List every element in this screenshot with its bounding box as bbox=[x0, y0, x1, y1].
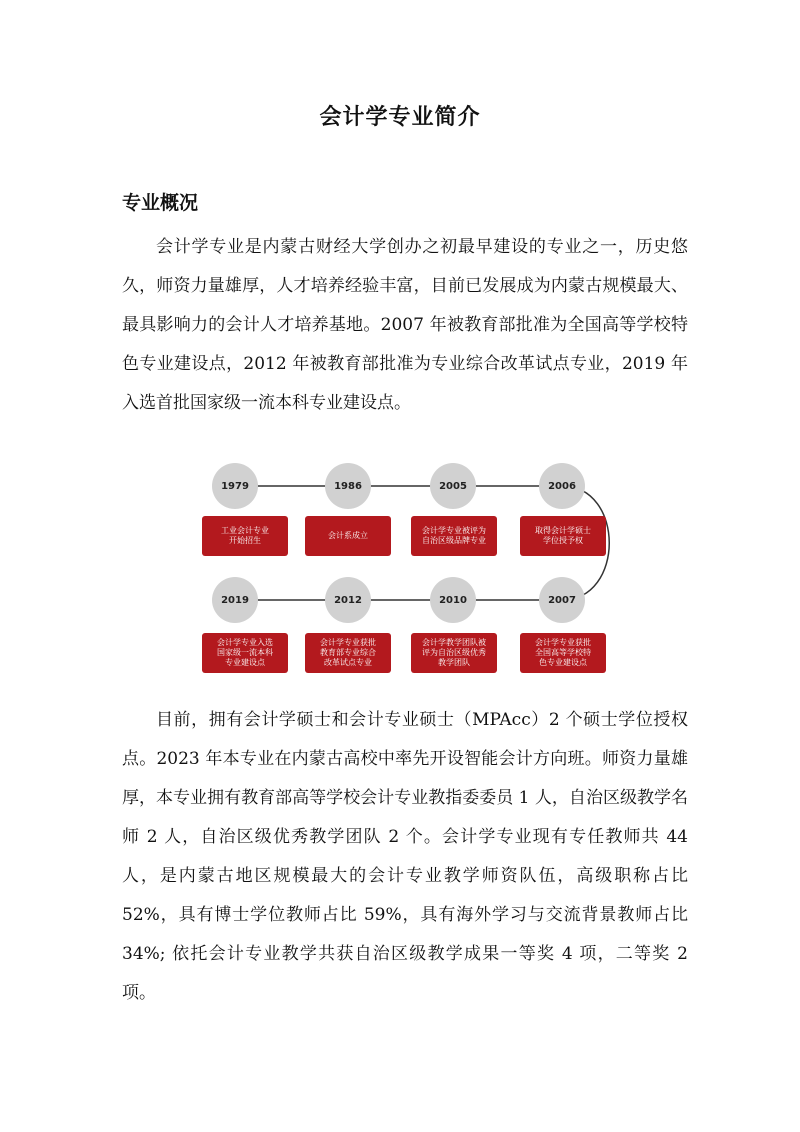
timeline-node-1979: 1979 bbox=[212, 463, 258, 509]
timeline-event-2005: 会计学专业被评为 自治区级品牌专业 bbox=[411, 516, 497, 556]
timeline-event-1986: 会计系成立 bbox=[305, 516, 391, 556]
timeline-event-2006: 取得会计学硕士 学位授予权 bbox=[520, 516, 606, 556]
section-heading: 专业概况 bbox=[122, 192, 199, 214]
timeline-event-2012: 会计学专业获批 教育部专业综合 改革试点专业 bbox=[305, 633, 391, 673]
timeline-node-2019: 2019 bbox=[212, 577, 258, 623]
timeline-event-2007: 会计学专业获批 全国高等学校特 色专业建设点 bbox=[520, 633, 606, 673]
current-paragraph: 目前，拥有会计学硕士和会计专业硕士（MPAcc）2 个硕士学位授权点。2023 年本专业在内蒙古高校中率先开设智能会计方向班。师资力量雄厚，本专业拥有教育部高等学校会计专业教指委委员 1 人，自治区级教学名师 2 人，自治区级优秀教学团队 2 个。会计学专业现有专任教师共 44 人，是内蒙古地区规模最大的会计专业教学师资队伍，高级职称占比 52%，具有博士学位教师占比 59%，具有海外学习与交流背景教师占比 34%; 依托会计专业教学共获自治区级教学成果一等奖 4 项，二等奖 2 项。 bbox=[122, 710, 688, 1003]
timeline-event-2019: 会计学专业入选 国家级一流本科 专业建设点 bbox=[202, 633, 288, 673]
intro-paragraph: 会计学专业是内蒙古财经大学创办之初最早建设的专业之一，历史悠久，师资力量雄厚，人才培养经验丰富，目前已发展成为内蒙古规模最大、最具影响力的会计人才培养基地。2007 年被教育部批准为全国高等学校特色专业建设点，2012 年被教育部批准为专业综合改革试点专业，2019 年入选首批国家级一流本科专业建设点。 bbox=[122, 237, 688, 413]
timeline-node-2012: 2012 bbox=[325, 577, 371, 623]
timeline-node-2006: 2006 bbox=[539, 463, 585, 509]
timeline-node-2007: 2007 bbox=[539, 577, 585, 623]
timeline-node-2010: 2010 bbox=[430, 577, 476, 623]
timeline-node-2005: 2005 bbox=[430, 463, 476, 509]
page-title: 会计学专业简介 bbox=[319, 105, 481, 130]
timeline-event-1979: 工业会计专业 开始招生 bbox=[202, 516, 288, 556]
timeline-node-1986: 1986 bbox=[325, 463, 371, 509]
timeline-event-2010: 会计学教学团队被 评为自治区级优秀 教学团队 bbox=[411, 633, 497, 673]
